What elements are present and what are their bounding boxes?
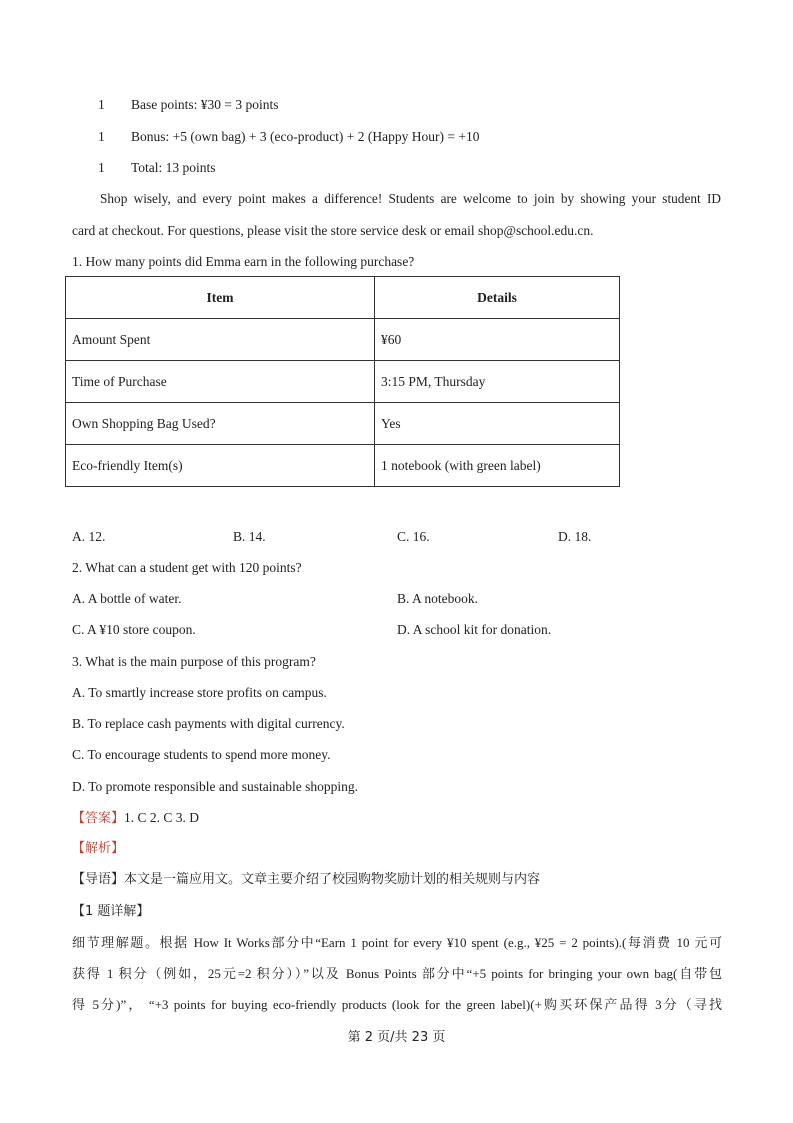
q3-option-c: C. To encourage students to spend more money. xyxy=(72,747,331,762)
bullet-line-base xyxy=(98,96,105,114)
guide-text: 本文是一篇应用文。文章主要介绍了校园购物奖励计划的相关规则与内容 xyxy=(124,872,541,887)
guide-label: 【导语】 xyxy=(72,872,125,887)
page-footer: 第 2 页/共 23 页 xyxy=(347,1030,446,1045)
bullet-number: 1 xyxy=(98,97,105,112)
analysis-label: 【解析】 xyxy=(72,841,125,856)
q3-option-a: A. To smartly increase store profits on campus. xyxy=(72,685,327,700)
table-header-row xyxy=(66,277,620,319)
q2-option-c: C. A ¥10 store coupon. xyxy=(72,622,196,637)
bullet-number: 1 xyxy=(98,129,105,144)
answer-label: 【答案】 xyxy=(72,811,125,826)
table-cell: Own Shopping Bag Used? xyxy=(66,403,375,445)
q1-option-c: C. 16. xyxy=(397,529,430,544)
table-cell: 1 notebook (with green label) xyxy=(375,445,620,487)
table-cell: Amount Spent xyxy=(66,319,375,361)
closing-line-1: Shop wisely, and every point makes a difference! Students are welcome to join by showing your student ID xyxy=(100,191,721,206)
purchase-table xyxy=(65,276,620,487)
detail-line-3: 得 5分)”， “+3 points for buying eco-friendly products (look for the green label)(+购买环保产品得 3分（寻找 xyxy=(72,997,722,1012)
table-cell: Time of Purchase xyxy=(66,361,375,403)
q3-option-d: D. To promote responsible and sustainable shopping. xyxy=(72,779,359,794)
table-row xyxy=(66,361,620,403)
q3-option-b: B. To replace cash payments with digital currency. xyxy=(72,716,345,731)
detail-line-1: 细节理解题。根据 How It Works部分中“Earn 1 point for every ¥10 spent (e.g., ¥25 = 2 points).(每消费 10 元可 xyxy=(72,935,722,950)
table-cell: Eco-friendly Item(s) xyxy=(66,445,375,487)
bullet-text-bonus: Bonus: +5 (own bag) + 3 (eco-product) + 2 (Happy Hour) = +10 xyxy=(131,129,480,144)
bullet-line-bonus xyxy=(98,128,105,146)
detail-line-2: 获得 1 积分（例如，25元=2 积分））”以及 Bonus Points 部分中“+5 points for bringing your own bag(自带包 xyxy=(72,966,722,981)
guide-line xyxy=(72,871,540,889)
q1-option-a: A. 12. xyxy=(72,529,106,544)
answer-line xyxy=(72,809,199,828)
question-3: 3. What is the main purpose of this program? xyxy=(72,654,316,669)
table-row xyxy=(66,403,620,445)
bullet-text-total: Total: 13 points xyxy=(131,160,216,175)
table-row xyxy=(66,445,620,487)
q1-option-d: D. 18. xyxy=(558,529,592,544)
closing-line-2: card at checkout. For questions, please visit the store service desk or email shop@school.edu.cn. xyxy=(72,223,594,238)
q2-option-b: B. A notebook. xyxy=(397,591,479,606)
answer-text: 1. C 2. C 3. D xyxy=(124,810,200,825)
q2-option-a: A. A bottle of water. xyxy=(72,591,182,606)
table-cell: Yes xyxy=(375,403,620,445)
bullet-line-total xyxy=(98,159,105,177)
table-cell: 3:15 PM, Thursday xyxy=(375,361,620,403)
bullet-number: 1 xyxy=(98,160,105,175)
detail-label: 【1 题详解】 xyxy=(72,904,150,919)
q2-option-d: D. A school kit for donation. xyxy=(397,622,552,637)
table-header-item: Item xyxy=(66,277,375,319)
table-row xyxy=(66,319,620,361)
question-1: 1. How many points did Emma earn in the following purchase? xyxy=(72,254,415,269)
table-header-details: Details xyxy=(375,277,620,319)
question-2: 2. What can a student get with 120 points? xyxy=(72,560,302,575)
table-cell: ¥60 xyxy=(375,319,620,361)
bullet-text-base: Base points: ¥30 = 3 points xyxy=(131,97,279,112)
q1-option-b: B. 14. xyxy=(233,529,266,544)
